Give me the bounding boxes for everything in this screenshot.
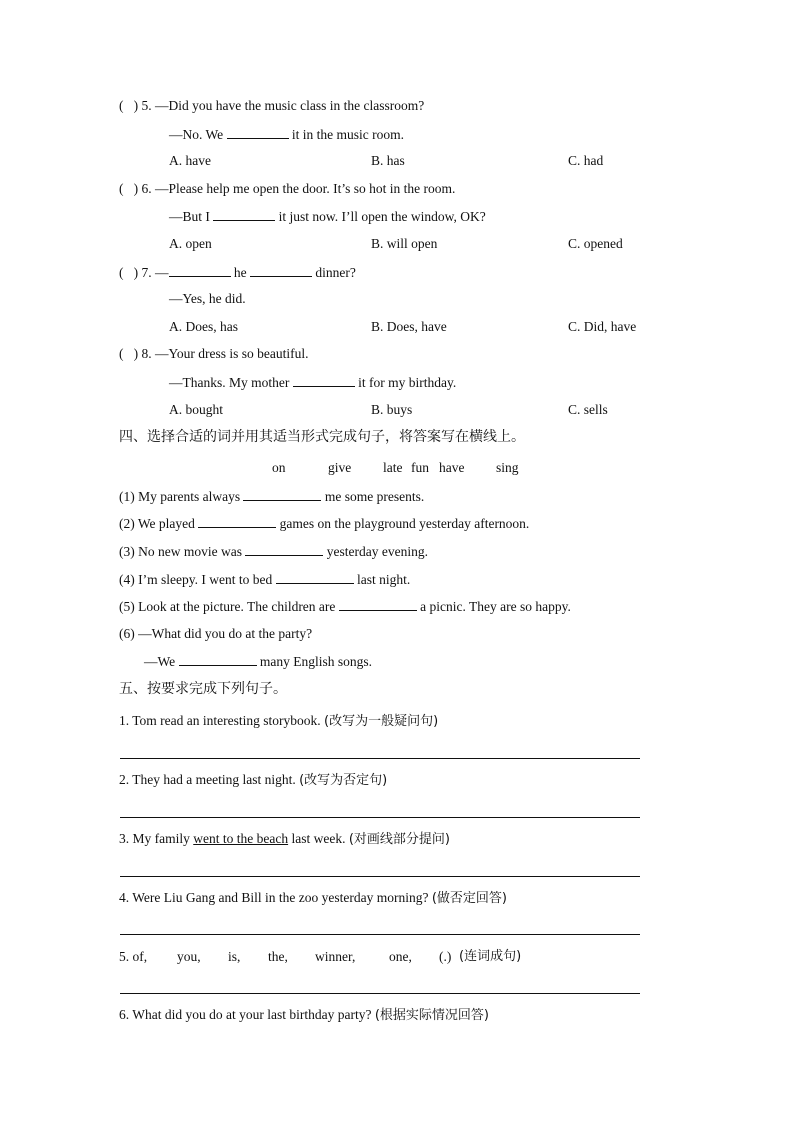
question-number: 5. [141, 98, 152, 113]
word-bank-item: give [328, 460, 352, 475]
fill-item-1: (1) My parents always me some presents. [119, 489, 425, 504]
rewrite-item-2: 2. They had a meeting last night. (改写为否定句) [119, 772, 388, 788]
answer-paren: ( ) [119, 265, 139, 280]
word-bank-item: sing [496, 460, 519, 475]
fill-blank[interactable] [293, 374, 355, 387]
answer-paren: ( ) [119, 346, 139, 361]
fill-item-5: (5) Look at the picture. The children are a picnic. They are so happy. [119, 599, 571, 614]
option-c: C. sells [568, 402, 608, 417]
word-bank-item: have [439, 460, 465, 475]
question-6-reply: —But I it just now. I’ll open the window, OK? [169, 209, 486, 224]
fill-item-6-reply: —We many English songs. [144, 654, 373, 669]
answer-line[interactable] [120, 817, 640, 818]
fill-blank[interactable] [245, 543, 323, 556]
scrambled-word: winner, [315, 949, 356, 964]
option-a: A. have [169, 153, 211, 168]
option-b: B. Does, have [371, 319, 447, 334]
question-text: —Did you have the music class in the classroom? [155, 98, 425, 113]
scrambled-word: one, [389, 949, 412, 964]
scrambled-word: 5. of, [119, 949, 148, 964]
answer-paren: ( ) [119, 181, 139, 196]
option-b: B. has [371, 153, 405, 168]
section-5-heading: 五、按要求完成下列句子。 [119, 681, 287, 697]
rewrite-item-1: 1. Tom read an interesting storybook. (改写为一般疑问句) [119, 713, 439, 729]
question-text: —Your dress is so beautiful. [155, 346, 309, 361]
word-bank-item: fun [411, 460, 429, 475]
section-4-heading: 四、选择合适的词并用其适当形式完成句子，将答案写在横线上。 [119, 429, 525, 445]
question-number: 8. [141, 346, 152, 361]
scrambled-word: you, [177, 949, 201, 964]
option-a: A. bought [169, 402, 223, 417]
question-8 [119, 346, 309, 362]
fill-blank[interactable] [227, 126, 289, 139]
answer-paren: ( ) [119, 98, 139, 113]
underlined-phrase: went to the beach [193, 831, 289, 846]
word-bank-item: late [383, 460, 403, 475]
answer-line[interactable] [120, 934, 640, 935]
answer-line[interactable] [120, 993, 640, 994]
option-c: C. had [568, 153, 604, 168]
answer-line[interactable] [120, 876, 640, 877]
worksheet-page: ( ) 5. —Did you have the music class in the classroom? —No. We it in the music room. A. have B. has C. had ( ) 6. —Please help me open the door. It’s so hot in the room. —But I it just now. I’ll open the window, OK? A. open B. will open C. opened ( ) 7. — he dinner? —Yes, he did. A. Does, has B. Does, have C. Did, have ( ) 8. —Your dress is so beautiful. —Thanks. My mother it for my birthday. A. bought B. buys C. sells 四、选择合适的词并用其适当形式完成句子，将答案写在横线上。 on give late fun have sing (1) My parents always me some presents. (2) We played games on the playground yesterday afternoon. (3) No new movie was yesterday evening. (4) I’m sleepy. I went to bed last night. (5) Look at the picture. The children are a picnic. They are so happy. (6) —What did you do at the party? —We many English songs. 五、按要求完成下列句子。 1. Tom read an interesting storybook. (改写为一般疑问句) 2. They had a meeting last night. (改写为否定句) 3. My family went to the beach last week. (对画线部分提问) 4. Were Liu Gang and Bill in the zoo yesterday morning? (做否定回答) 5. of, you, is, the, winner, one, (.) (连词成句) 6. What did you do at your last birthday party? (根据实际情况回答) [0, 0, 794, 1123]
question-number: 7. [141, 265, 152, 280]
fill-item-4: (4) I’m sleepy. I went to bed last night. [119, 572, 411, 587]
fill-blank[interactable] [213, 208, 275, 221]
fill-item-6: (6) —What did you do at the party? [119, 626, 313, 641]
fill-item-3: (3) No new movie was yesterday evening. [119, 544, 428, 559]
fill-blank[interactable] [243, 488, 321, 501]
option-b: B. will open [371, 236, 438, 251]
fill-blank[interactable] [169, 264, 231, 277]
question-7-reply: —Yes, he did. [169, 291, 246, 306]
fill-blank[interactable] [339, 598, 417, 611]
answer-line[interactable] [120, 758, 640, 759]
option-b: B. buys [371, 402, 413, 417]
scrambled-word: is, [228, 949, 241, 964]
rewrite-item-4: 4. Were Liu Gang and Bill in the zoo yesterday morning? (做否定回答) [119, 890, 507, 906]
question-8-reply: —Thanks. My mother it for my birthday. [169, 375, 457, 390]
question-5-reply: —No. We it in the music room. [169, 127, 405, 142]
fill-item-2: (2) We played games on the playground yesterday afternoon. [119, 516, 530, 531]
word-bank-item: on [272, 460, 286, 475]
rewrite-item-3: 3. My family went to the beach last week. (对画线部分提问) [119, 831, 450, 847]
fill-blank[interactable] [276, 571, 354, 584]
option-a: A. open [169, 236, 212, 251]
question-7: ( ) 7. — he dinner? [119, 265, 356, 280]
scrambled-word: (.) [439, 949, 452, 964]
option-c: C. Did, have [568, 319, 637, 334]
scrambled-word: the, [268, 949, 288, 964]
question-6 [119, 181, 455, 197]
rewrite-item-6: 6. What did you do at your last birthday party? (根据实际情况回答) [119, 1007, 489, 1023]
fill-blank[interactable] [179, 653, 257, 666]
question-5 [119, 98, 424, 114]
question-text: —Please help me open the door. It’s so hot in the room. [155, 181, 456, 196]
fill-blank[interactable] [250, 264, 312, 277]
option-c: C. opened [568, 236, 623, 251]
question-number: 6. [141, 181, 152, 196]
fill-blank[interactable] [198, 515, 276, 528]
option-a: A. Does, has [169, 319, 238, 334]
